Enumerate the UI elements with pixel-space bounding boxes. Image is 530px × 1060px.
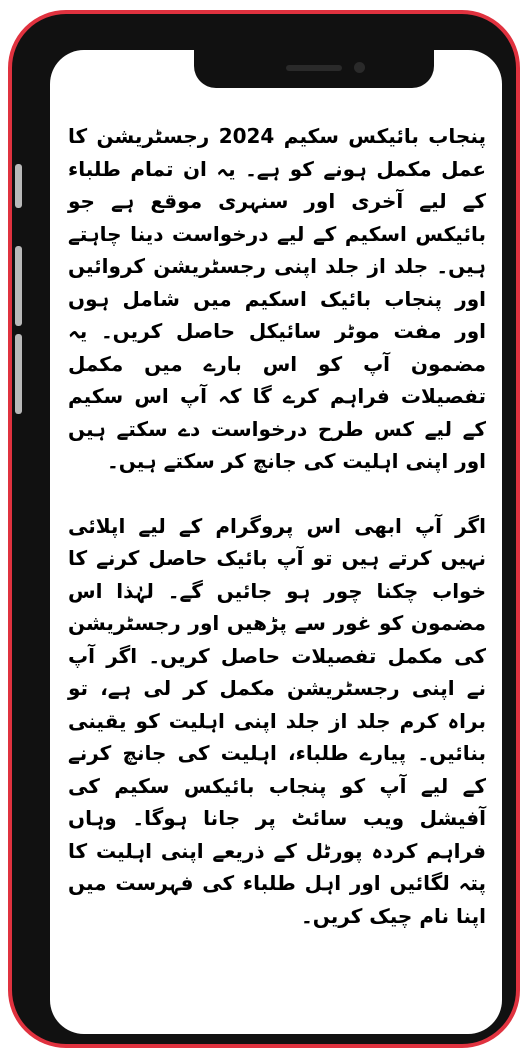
article-body (68, 120, 486, 932)
article-paragraph-1: پنجاب بائیکس سکیم 2024 رجسٹریشن کا عمل مکمل ہونے کو ہے۔ یہ ان تمام طلباء کے لیے آخری اور سنہری موقع ہے جو بائیکس اسکیم کے لیے درخواست دینا چاہتے ہیں۔ جلد از جلد اپنی رجسٹریشن کروائیں اور پنجاب بائیک اسکیم میں شامل ہوں اور مفت موٹر سائیکل حاصل کریں۔ یہ مضمون آپ کو اس بارے میں مکمل تفصیلات فراہم کرے گا کہ آپ اس سکیم کے لیے کس طرح درخواست دے سکتے ہیں اور اپنی اہلیت کی جانچ کر سکتے ہیں۔ (68, 124, 486, 473)
phone-frame (8, 10, 520, 1048)
volume-down-button (15, 334, 22, 414)
phone-notch (194, 50, 434, 88)
mute-switch (15, 164, 22, 208)
volume-up-button (15, 246, 22, 326)
camera-icon (354, 62, 365, 73)
speaker-icon (286, 65, 342, 71)
article-paragraph-2: اگر آپ ابھی اس پروگرام کے لیے اپلائی نہیں کرتے ہیں تو آپ بائیک حاصل کرنے کا خواب چکنا چور ہو جائیں گے۔ لہٰذا اس مضمون کو غور سے پڑھیں اور رجسٹریشن کی مکمل تفصیلات حاصل کریں۔ اگر آپ نے اپنی رجسٹریشن مکمل کر لی ہے، تو براہ کرم جلد از جلد اپنی اہلیت کو یقینی بنائیں۔ پیارے طلباء، اہلیت کی جانچ کرنے کے لیے آپ کو پنجاب بائیکس سکیم کی آفیشل ویب سائٹ پر جانا ہوگا۔ وہاں فراہم کردہ پورٹل کے ذریعے اپنی اہلیت کا پتہ لگائیں اور اہل طلباء کی فہرست میں اپنا نام چیک کریں۔ (68, 513, 486, 928)
phone-screen (50, 50, 502, 1034)
